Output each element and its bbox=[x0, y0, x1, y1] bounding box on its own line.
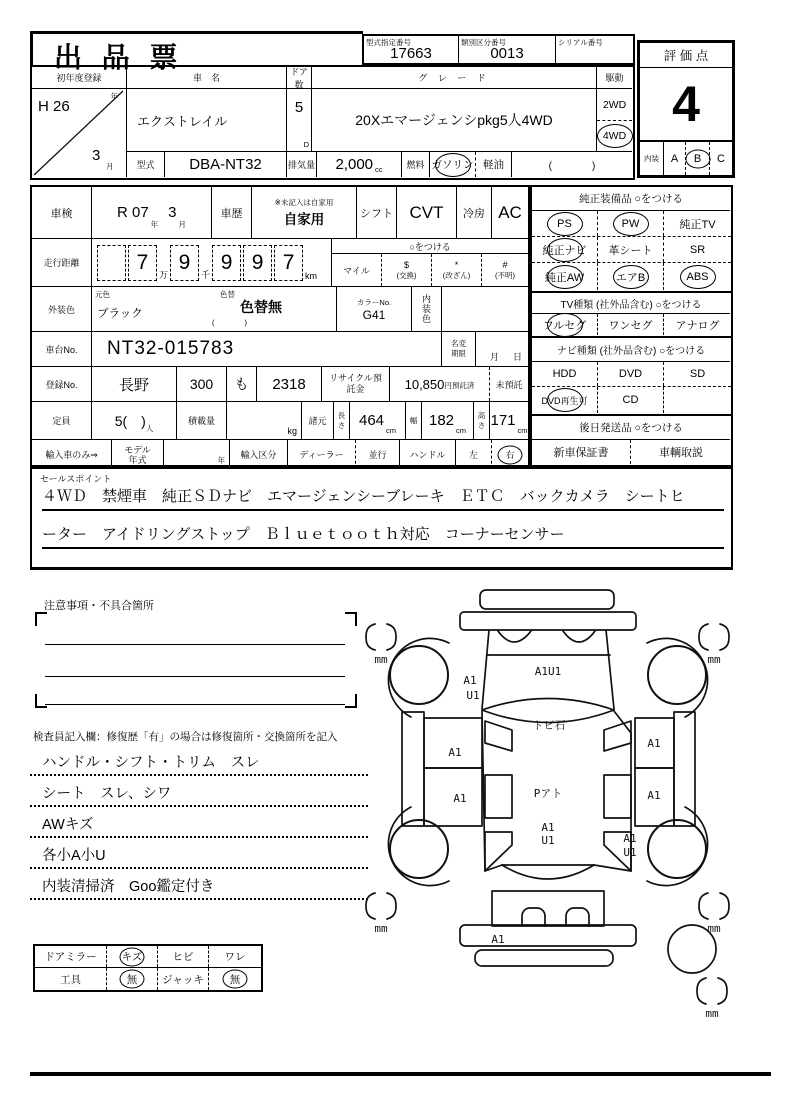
import-label: 輸入車のみ⇒ bbox=[32, 440, 112, 469]
navi-dvd: DVD bbox=[598, 362, 664, 386]
width-label: 幅 bbox=[406, 402, 422, 439]
inspector-line-4: 各小A小U bbox=[30, 838, 368, 869]
equipment-row-1 bbox=[532, 211, 731, 237]
mirror-label: ドアミラー bbox=[35, 946, 107, 967]
length-label: 長さ bbox=[334, 402, 350, 439]
b-pillar-left bbox=[485, 775, 512, 818]
tv-analog: アナログ bbox=[675, 319, 720, 332]
page-title: 出 品 票 bbox=[54, 42, 184, 73]
equipment-row-2 bbox=[532, 237, 731, 263]
name-label: 車 名 bbox=[127, 67, 287, 89]
mirror-row bbox=[35, 946, 261, 968]
fuel-paren: ( ) bbox=[548, 161, 596, 172]
equip-tv: 純正TV bbox=[679, 218, 716, 231]
drive-label: 駆動 bbox=[597, 67, 632, 89]
tv-header: TV種類 (社外品含む) ○をつける bbox=[532, 293, 730, 314]
mileage-digit-3: 9 bbox=[212, 245, 241, 281]
color-change-label: 色替 bbox=[220, 290, 235, 299]
mileage-digit-4: 9 bbox=[243, 245, 272, 281]
front-bumper-shape bbox=[480, 590, 614, 609]
mileage-row bbox=[32, 239, 528, 287]
navi-cd: CD bbox=[598, 387, 664, 413]
mileage-label: 走行距離 bbox=[32, 239, 92, 286]
height-label: 高さ bbox=[474, 402, 490, 439]
mirror-scratch: キズ bbox=[107, 946, 158, 967]
import-row bbox=[32, 440, 528, 469]
b-pillar-right bbox=[604, 775, 631, 818]
mark-unknown-symbol: # bbox=[502, 259, 508, 270]
tire-front-right bbox=[648, 646, 706, 704]
rating-label: 評 価 点 bbox=[640, 43, 732, 68]
navi-hdd: HDD bbox=[532, 362, 598, 386]
vehicle-table bbox=[30, 65, 635, 180]
grade-label: グ レ ー ド bbox=[312, 67, 597, 89]
fender-rear-left bbox=[388, 807, 449, 886]
corner-tl bbox=[35, 612, 47, 626]
label-mm-top-right: mm bbox=[707, 653, 721, 666]
model-approval-cell bbox=[364, 36, 459, 63]
notes-box bbox=[35, 612, 357, 708]
registration-row bbox=[32, 367, 528, 402]
navi-box bbox=[530, 336, 733, 416]
hood-left-edge bbox=[482, 630, 489, 709]
displacement-unit: cc bbox=[375, 165, 383, 174]
label-tailgate-u: U1 bbox=[541, 834, 555, 847]
equip-sr: SR bbox=[689, 243, 706, 256]
shipping-warranty: 新車保証書 bbox=[532, 440, 631, 464]
height-value: 171 bbox=[490, 412, 516, 429]
cooling-value: AC bbox=[498, 202, 522, 222]
label-door-rear-right: A1 bbox=[647, 789, 661, 802]
recycle-label: リサイクル預託金 bbox=[322, 367, 390, 401]
tv-box bbox=[530, 291, 733, 338]
model-approval-no: 17663 bbox=[390, 45, 432, 62]
length-unit: cm bbox=[386, 426, 397, 435]
mark-mile: マイル bbox=[332, 254, 382, 286]
month-label: 月 bbox=[489, 352, 499, 362]
interior-label: 内装 bbox=[640, 142, 664, 175]
mirror-crack: ヒビ bbox=[158, 946, 209, 967]
car-diagram-svg bbox=[352, 578, 776, 1030]
serial-cell bbox=[556, 36, 633, 63]
shipping-row bbox=[532, 440, 731, 464]
inspector-heading: 検査員記入欄：修復歴「有」の場合は修復箇所・交換箇所を記入 bbox=[33, 731, 338, 743]
navi-empty bbox=[664, 387, 731, 413]
shaken-era: R 07 bbox=[116, 204, 149, 221]
mileage-unit: km bbox=[305, 271, 318, 281]
equipment-header: 純正装備品 ○をつける bbox=[532, 187, 730, 211]
model-code: DBA-NT32 bbox=[165, 152, 287, 177]
rocker-left bbox=[402, 712, 424, 826]
load-label: 積載量 bbox=[177, 402, 227, 439]
base-color-label: 元色 bbox=[95, 290, 110, 299]
color-cell bbox=[92, 287, 337, 331]
navi-row-1 bbox=[532, 362, 731, 387]
serial-label: シリアル番号 bbox=[558, 38, 603, 47]
spec-label: 諸元 bbox=[302, 402, 334, 439]
history-value: 自家用 bbox=[283, 212, 325, 227]
fender-front-left bbox=[388, 638, 449, 717]
first-reg-label: 初年度登録 bbox=[32, 67, 127, 89]
interior-color-label: 内装色 bbox=[412, 287, 442, 331]
equip-leather: 革シート bbox=[598, 237, 664, 262]
mirror-break: ワレ bbox=[224, 951, 246, 963]
mark-exchange-sub: (交換) bbox=[396, 270, 417, 280]
recycle-none: 未預託 bbox=[495, 379, 523, 390]
handle-option-left: 左 bbox=[456, 440, 492, 469]
fender-front-right bbox=[647, 638, 708, 717]
inspector-line-3: AWキズ bbox=[30, 807, 368, 838]
rear-bumper-shape bbox=[460, 925, 636, 946]
shift-label: シフト bbox=[357, 187, 397, 238]
handle-label: ハンドル bbox=[400, 440, 456, 469]
sales-box bbox=[30, 467, 733, 570]
bottom-rule bbox=[30, 1072, 771, 1076]
navi-sd: SD bbox=[689, 368, 706, 380]
shift-value: CVT bbox=[397, 187, 457, 238]
equip-airbag: エアB bbox=[598, 263, 664, 290]
reg-number: 2318 bbox=[257, 367, 322, 401]
history-note: ※未記入は自家用 bbox=[274, 198, 334, 207]
bracket-bottom-left bbox=[366, 893, 396, 919]
doors-suffix: D bbox=[303, 140, 309, 149]
door-front-left-shape bbox=[424, 718, 482, 768]
class-no-label: 類別区分番号 bbox=[461, 38, 506, 47]
mileage-sen: 千 bbox=[201, 270, 211, 280]
handle-option-right: 右 bbox=[492, 440, 528, 469]
rear-lower-strip bbox=[475, 950, 613, 966]
interior-option-c: C bbox=[717, 152, 725, 165]
interior-option-b: B bbox=[686, 142, 710, 175]
tool-label: 工具 bbox=[35, 968, 107, 990]
tire-front-left bbox=[390, 646, 448, 704]
displacement-cell bbox=[317, 152, 402, 177]
doors-label: ドア数 bbox=[287, 67, 312, 89]
mark-unknown bbox=[482, 254, 528, 286]
mark-exchange-symbol: $ bbox=[403, 259, 409, 270]
tool-none: 無 bbox=[107, 968, 158, 990]
navi-row-2 bbox=[532, 387, 731, 413]
drive-option-4wd: 4WD bbox=[597, 121, 632, 152]
capacity-value: 5( ) bbox=[114, 412, 146, 429]
label-rear: A1 bbox=[491, 933, 505, 946]
notes-label: 注意事項・不具合箇所 bbox=[44, 600, 154, 612]
name-change-label: 名変期限 bbox=[442, 332, 476, 366]
load-unit: kg bbox=[227, 402, 302, 439]
mileage-digit-5: 7 bbox=[274, 245, 303, 281]
reg-class: 300 bbox=[177, 367, 227, 401]
mark-tampered-symbol: * bbox=[454, 259, 459, 270]
label-front-fender-a: A1 bbox=[463, 674, 477, 687]
tool-row bbox=[35, 968, 261, 990]
mark-tampered bbox=[432, 254, 482, 286]
corner-bl bbox=[35, 694, 47, 708]
color-change-paren: ( ) bbox=[212, 318, 247, 327]
shaken-year-suffix: 年 bbox=[150, 220, 159, 229]
headlight-right-shape bbox=[563, 631, 595, 642]
tv-row bbox=[532, 314, 731, 335]
mark-exchange bbox=[382, 254, 432, 286]
shipping-manual: 車輌取説 bbox=[659, 447, 703, 459]
a-pillar-right bbox=[604, 721, 631, 751]
width-value: 182 bbox=[428, 412, 455, 429]
mileage-digit-2: 9 bbox=[170, 245, 199, 281]
import-option-parallel: 並行 bbox=[356, 440, 400, 469]
rating-score: 4 bbox=[672, 76, 700, 132]
chassis-row bbox=[32, 332, 528, 367]
recycle-cell bbox=[390, 367, 490, 401]
mileage-digits bbox=[92, 239, 332, 286]
tv-fullseg: フルセグ bbox=[532, 314, 598, 335]
day-label: 日 bbox=[512, 352, 522, 362]
shaken-month: 3 bbox=[168, 204, 177, 221]
fuel-label: 燃料 bbox=[402, 152, 430, 177]
first-reg-month: 3 bbox=[92, 147, 101, 164]
hood-right-edge bbox=[606, 630, 614, 709]
label-front-fender-u: U1 bbox=[466, 689, 480, 702]
name-change-date bbox=[476, 332, 528, 366]
capacity-label: 定員 bbox=[32, 402, 92, 439]
label-mm-spare: mm bbox=[705, 1007, 719, 1020]
rear-panel-shape bbox=[492, 891, 604, 926]
model-approval-label: 型式指定番号 bbox=[366, 38, 411, 47]
label-quarter-right-u: U1 bbox=[623, 846, 637, 859]
jack-label: ジャッキ bbox=[158, 968, 209, 990]
model-year-suffix: 年 bbox=[164, 440, 230, 469]
mileage-digit-1: 7 bbox=[128, 245, 157, 281]
base-color: ブラック bbox=[97, 308, 143, 320]
width-unit: cm bbox=[456, 426, 467, 435]
color-no-cell bbox=[337, 287, 412, 331]
shipping-header: 後日発送品 ○をつける bbox=[532, 416, 730, 440]
history-label: 車歴 bbox=[212, 187, 252, 238]
model-year-label: モデル年式 bbox=[112, 440, 164, 469]
note-line-3 bbox=[45, 704, 345, 705]
front-panel-shape bbox=[460, 612, 636, 630]
label-windshield: トビ石 bbox=[532, 719, 566, 732]
height-unit: cm bbox=[517, 426, 528, 435]
rear-window-arc bbox=[502, 865, 594, 879]
shipping-box bbox=[530, 414, 733, 467]
displacement-value: 2,000 bbox=[335, 156, 374, 173]
tail-lamp-left bbox=[522, 908, 545, 926]
a-pillar-left bbox=[485, 721, 512, 751]
rating-box bbox=[637, 40, 735, 178]
top-left-rule bbox=[30, 31, 33, 65]
label-mm-bottom-left: mm bbox=[374, 922, 388, 935]
color-label: 外装色 bbox=[32, 287, 92, 331]
first-reg-era: H 26 bbox=[38, 98, 70, 115]
rocker-right bbox=[674, 712, 695, 826]
capacity-cell bbox=[92, 402, 177, 439]
mark-tampered-sub: (改ざん) bbox=[442, 270, 471, 280]
grade-value: 20Xエマージェンシpkg5人4WD bbox=[312, 89, 597, 152]
class-no-cell bbox=[459, 36, 556, 63]
mileage-digit-0 bbox=[97, 245, 126, 281]
recycle-suffix: 円預託済 bbox=[444, 381, 475, 390]
inspector-list bbox=[30, 745, 368, 900]
label-mm-top-left: mm bbox=[374, 653, 388, 666]
label-tailgate-a: A1 bbox=[541, 821, 555, 834]
color-change: 色替無 bbox=[240, 299, 282, 315]
reg-label: 登録No. bbox=[32, 367, 92, 401]
main-form bbox=[30, 185, 530, 467]
equip-aw: 純正AW bbox=[532, 263, 598, 290]
header-number-box bbox=[362, 34, 635, 65]
width-cell bbox=[422, 402, 474, 439]
doors-value: 5 bbox=[294, 99, 304, 116]
capacity-row bbox=[32, 402, 528, 440]
tail-lamp-right bbox=[566, 908, 589, 926]
label-hood: A1U1 bbox=[534, 665, 562, 678]
cooling-label: 冷房 bbox=[457, 187, 492, 238]
interior-grade-row bbox=[640, 140, 732, 175]
chassis-value: NT32-015783 bbox=[92, 332, 442, 366]
model-code-label: 型式 bbox=[127, 152, 165, 177]
equip-ps: PS bbox=[532, 211, 598, 236]
equipment-box bbox=[530, 185, 733, 293]
height-cell bbox=[490, 402, 528, 439]
note-line-1 bbox=[45, 644, 345, 645]
mileage-man: 万 bbox=[159, 270, 169, 280]
color-row bbox=[32, 287, 528, 332]
equip-abs: ABS bbox=[664, 263, 731, 290]
shaken-label: 車検 bbox=[32, 187, 92, 238]
mark-header: ○をつける bbox=[332, 239, 528, 254]
interior-option-a: A bbox=[664, 142, 686, 175]
reg-area: 長野 bbox=[92, 367, 177, 401]
equip-pw: PW bbox=[598, 211, 664, 236]
sales-label: セールスポイント bbox=[40, 474, 112, 484]
label-door-front-right: A1 bbox=[647, 737, 661, 750]
top-rule bbox=[30, 31, 363, 34]
tire-rear-right bbox=[648, 820, 706, 878]
capacity-suffix: 人 bbox=[145, 424, 154, 433]
sales-line-2: ーター アイドリングストップ Ｂｌｕｅｔｏｏｔｈ対応 コーナーセンサー bbox=[42, 523, 724, 549]
label-door-rear-left: A1 bbox=[453, 792, 467, 805]
bracket-top-left bbox=[366, 624, 396, 650]
first-reg-month-suffix: 月 bbox=[106, 162, 114, 171]
history-cell bbox=[252, 187, 357, 238]
shaken-value bbox=[92, 187, 212, 238]
equip-navi: 純正ナビ bbox=[532, 237, 598, 262]
length-value: 464 bbox=[358, 412, 385, 429]
tv-oneseg: ワンセグ bbox=[598, 314, 664, 335]
jack-none: 無 bbox=[209, 968, 261, 990]
drive-option-2wd: 2WD bbox=[597, 89, 632, 121]
recycle-amount: 10,850 bbox=[404, 376, 445, 392]
note-line-2 bbox=[45, 676, 345, 677]
sales-line-1: ４ＷＤ 禁煙車 純正ＳＤナビ エマージェンシーブレーキ ＥＴＣ バックカメラ シートヒ bbox=[42, 485, 724, 511]
color-no: G41 bbox=[362, 307, 386, 322]
headlight-left-shape bbox=[498, 631, 531, 642]
bracket-bottom-right bbox=[699, 893, 729, 919]
doors-cell bbox=[287, 89, 312, 152]
length-cell bbox=[350, 402, 406, 439]
shaken-month-suffix: 月 bbox=[178, 220, 187, 229]
reg-kana: も bbox=[227, 367, 257, 401]
navi-dvd-play: DVD再生可 bbox=[532, 387, 598, 413]
color-no-label: カラーNo. bbox=[356, 297, 392, 307]
label-roof: Pアト bbox=[533, 787, 563, 800]
shaken-row bbox=[32, 187, 528, 239]
inspector-line-1: ハンドル・シフト・トリム スレ bbox=[30, 745, 368, 776]
inspector-line-2: シート スレ、シワ bbox=[30, 776, 368, 807]
label-door-front-left: A1 bbox=[448, 746, 462, 759]
navi-header: ナビ種類 (社外品含む) ○をつける bbox=[532, 338, 730, 362]
label-quarter-right-a: A1 bbox=[623, 832, 637, 845]
equipment-row-3 bbox=[532, 263, 731, 290]
mileage-marks bbox=[332, 239, 528, 286]
tire-rear-left bbox=[390, 820, 448, 878]
mark-unknown-sub: (不明) bbox=[495, 270, 515, 280]
first-reg-year-suffix: 年 bbox=[110, 92, 118, 101]
bracket-spare bbox=[697, 978, 727, 1004]
import-option-dealer: ディーラー bbox=[288, 440, 356, 469]
fuel-option-diesel: 軽油 bbox=[476, 152, 512, 177]
import-class-label: 輸入区分 bbox=[230, 440, 288, 469]
inspector-line-5: 内装清掃済 Goo鑑定付き bbox=[30, 869, 368, 900]
fuel-option-gasoline: ガソリン bbox=[430, 152, 476, 177]
first-reg-cell bbox=[32, 89, 127, 177]
fender-rear-right bbox=[647, 807, 708, 886]
vehicle-name: エクストレイル bbox=[127, 89, 287, 152]
class-no: 0013 bbox=[490, 45, 524, 62]
displacement-label: 排気量 bbox=[287, 152, 317, 177]
bracket-top-right bbox=[699, 624, 729, 650]
chassis-label: 車台No. bbox=[32, 332, 92, 366]
interior-color-value bbox=[442, 287, 528, 331]
mirror-tool-table bbox=[33, 944, 263, 992]
label-mm-bottom-right: mm bbox=[707, 922, 721, 935]
